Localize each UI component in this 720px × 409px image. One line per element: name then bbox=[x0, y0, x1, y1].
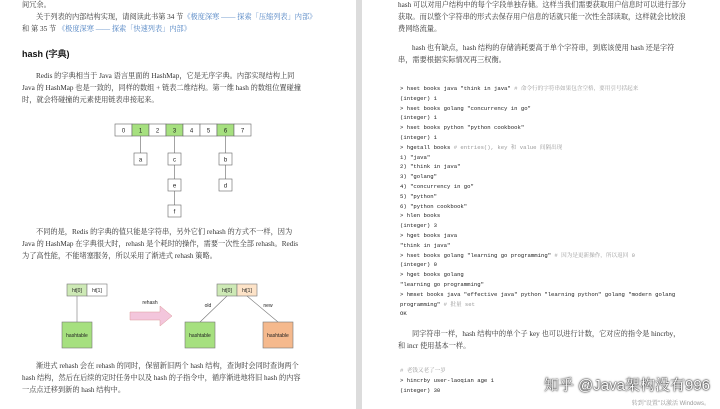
text-line: Redis 的字典相当于 Java 语言里面的 HashMap，它是无序字典。内部实现结构上同 bbox=[36, 72, 295, 80]
code-line bbox=[400, 251, 675, 261]
rehash-arrow-label: rehash bbox=[142, 300, 158, 306]
code-line bbox=[400, 280, 675, 290]
old-label: old bbox=[204, 303, 212, 309]
paragraph-hash-intro bbox=[22, 70, 301, 106]
right-page bbox=[362, 0, 720, 409]
code-line bbox=[400, 211, 675, 221]
left-page bbox=[0, 0, 356, 409]
code-line bbox=[400, 192, 675, 202]
code-comment: # entries(), key 和 value 间隔出现 bbox=[453, 143, 563, 151]
intro-text bbox=[22, 0, 316, 35]
code-line bbox=[400, 260, 675, 270]
code-comment: # 因为是更新操作，所以返回 0 bbox=[554, 251, 635, 259]
code-line bbox=[400, 104, 675, 114]
link-ziplist[interactable]: 《极度深寒 —— 探索「压缩列表」内部》 bbox=[183, 13, 317, 21]
code-text: OK bbox=[400, 310, 407, 318]
ht0-label: ht[0] bbox=[222, 288, 232, 294]
code-line bbox=[400, 270, 675, 280]
code-text: > hgetall books bbox=[400, 143, 451, 151]
text-line: 间冗余。 bbox=[22, 1, 51, 9]
text-line: 和 incr 使用基本一样。 bbox=[398, 342, 471, 350]
hashtable-label: hashtable bbox=[66, 333, 88, 339]
windows-activation-notice: 转到"设置"以激活 Windows。 bbox=[631, 401, 710, 407]
node-label: b bbox=[223, 157, 228, 164]
text-line: 串，需要根据实际情况再三权衡。 bbox=[398, 56, 506, 64]
code-text: > hget books java bbox=[400, 231, 458, 239]
text-line: 一点点迁移到新的 hash 结构中。 bbox=[22, 386, 126, 394]
bucket-label: 3 bbox=[172, 128, 177, 135]
code-block-hincrby bbox=[400, 366, 494, 395]
code-line bbox=[400, 300, 675, 310]
code-text: "learning go programming" bbox=[400, 280, 484, 288]
code-line bbox=[400, 123, 675, 133]
code-line bbox=[400, 153, 675, 163]
code-line bbox=[400, 182, 675, 192]
bucket-label: 6 bbox=[223, 128, 228, 135]
code-text: 1) "java" bbox=[400, 153, 431, 161]
paragraph-progressive-rehash bbox=[22, 360, 301, 396]
code-line bbox=[400, 290, 675, 300]
code-line bbox=[400, 94, 675, 104]
code-line bbox=[400, 172, 675, 182]
paragraph-rehash bbox=[22, 226, 298, 262]
code-line bbox=[400, 376, 494, 386]
code-line bbox=[400, 231, 675, 241]
paragraph-hash-drawback bbox=[398, 42, 674, 66]
node-label: d bbox=[223, 183, 228, 190]
text-line: 为了高性能，不能堵塞服务，所以采用了渐进式 rehash 策略。 bbox=[22, 252, 217, 260]
text-line: 不同的是，Redis 的字典的值只能是字符串，另外它们 rehash 的方式不一样，因为 bbox=[36, 228, 293, 236]
code-line bbox=[400, 202, 675, 212]
code-text: (integer) 1 bbox=[400, 114, 437, 122]
text-line: 渐进式 rehash 会在 rehash 的同时，保留新旧两个 hash 结构，查询时会同时查询两个 bbox=[36, 362, 299, 370]
code-line bbox=[400, 221, 675, 231]
code-text: > hincrby user-laoqian age 1 bbox=[400, 376, 494, 384]
code-text: (integer) 0 bbox=[400, 261, 437, 269]
code-comment: # 命令行的字符串如果包含空格，要用引号括起来 bbox=[514, 85, 639, 92]
ht1-label: ht[1] bbox=[242, 288, 252, 294]
rehash-diagram bbox=[40, 274, 330, 354]
hash-diagram bbox=[110, 120, 260, 220]
paragraph-hash-usage bbox=[398, 0, 686, 35]
text-line: 和 第 35 节 bbox=[22, 25, 57, 33]
code-line bbox=[400, 366, 494, 376]
code-text: 6) "python cookbook" bbox=[400, 202, 468, 210]
node-label: e bbox=[172, 183, 177, 190]
code-text: > hget books golang bbox=[400, 271, 464, 279]
bucket-label: 7 bbox=[240, 128, 245, 135]
text-line: 获取。而以整个字符串的形式去保存用户信息的话就只能一次性全部读取，这样就会比较浪 bbox=[398, 13, 686, 21]
code-text: > hset books python "python cookbook" bbox=[400, 124, 525, 132]
new-label: new bbox=[263, 303, 273, 309]
node-label: f bbox=[173, 209, 176, 216]
code-text: (integer) 1 bbox=[400, 94, 437, 102]
code-line bbox=[400, 113, 675, 123]
code-line bbox=[400, 133, 675, 143]
text-line: hash 也有缺点，hash 结构的存储消耗要高于单个字符串，到底该使用 hash 还是字符 bbox=[412, 44, 675, 52]
text-line: 关于列表的内部结构实现，请阅读此书第 34 节 bbox=[36, 13, 184, 21]
hashtable-new-label: hashtable bbox=[267, 333, 289, 339]
code-text: (integer) 3 bbox=[400, 222, 437, 230]
code-comment: # 批量 set bbox=[443, 300, 475, 308]
code-block bbox=[400, 84, 675, 319]
bucket-label: 0 bbox=[121, 128, 126, 135]
code-text: programming" bbox=[400, 300, 441, 308]
code-line bbox=[400, 241, 675, 251]
node-label: c bbox=[173, 157, 176, 164]
watermark: 知乎 @Java架构没有996 bbox=[543, 377, 710, 394]
code-line bbox=[400, 143, 675, 153]
code-text: > hset books golang "learning go programming" bbox=[400, 251, 552, 259]
text-line: Java 的 HashMap 也是一致的，同样的数组 + 链表二维结构。第一维 hash 的数组位置碰撞 bbox=[22, 84, 301, 92]
link-quicklist[interactable]: 《极度深寒 —— 探索「快速列表」内部》 bbox=[57, 25, 191, 33]
ht1-label: ht[1] bbox=[92, 288, 102, 294]
code-text: (integer) 30 bbox=[400, 386, 441, 394]
bucket-label: 4 bbox=[189, 128, 194, 135]
code-text: 2) "think in java" bbox=[400, 163, 461, 171]
hashtable-old-label: hashtable bbox=[189, 333, 211, 339]
text-line: Java 的 HashMap 在字典很大时，rehash 是个耗时的操作，需要一次性全部 rehash。Redis bbox=[22, 240, 299, 248]
code-line bbox=[400, 386, 494, 396]
code-text: > hmset books java "effective java" python "learning python" golang "modern golang bbox=[400, 290, 676, 298]
code-text: > hlen books bbox=[400, 212, 441, 220]
code-comment: # 老钱又老了一岁 bbox=[400, 367, 446, 374]
code-line bbox=[400, 84, 675, 94]
code-text: "think in java" bbox=[400, 241, 451, 249]
text-line: hash 结构，然后在后续的定时任务中以及 hash 的子指令中，循序渐进地将旧 hash 的内容 bbox=[22, 374, 301, 382]
text-line: 同字符串一样，hash 结构中的单个子 key 也可以进行计数，它对应的指令是 hincrby， bbox=[412, 330, 681, 338]
text-line: 时，就会将碰撞的元素使用链表串接起来。 bbox=[22, 96, 159, 104]
text-line: hash 可以对用户结构中的每个字段单独存储。这样当我们需要获取用户信息时可以进行部分 bbox=[398, 1, 687, 9]
code-text: 5) "python" bbox=[400, 192, 437, 200]
code-line bbox=[400, 162, 675, 172]
code-text: (integer) 1 bbox=[400, 133, 437, 141]
text-line: 费网络流量。 bbox=[398, 25, 442, 33]
bucket-label: 5 bbox=[206, 128, 211, 135]
bucket-label: 2 bbox=[155, 128, 160, 135]
section-title: hash (字典) bbox=[22, 49, 70, 59]
code-line bbox=[400, 309, 675, 319]
code-text: 4) "concurrency in go" bbox=[400, 182, 474, 190]
bucket-label: 1 bbox=[138, 128, 143, 135]
ht0-label: ht[0] bbox=[72, 288, 82, 294]
code-text: > hset books java "think in java" bbox=[400, 85, 511, 92]
node-label: a bbox=[138, 157, 143, 164]
paragraph-hincrby bbox=[398, 328, 680, 352]
code-text: > hset books golang "concurrency in go" bbox=[400, 104, 531, 112]
code-text: 3) "golang" bbox=[400, 173, 437, 181]
